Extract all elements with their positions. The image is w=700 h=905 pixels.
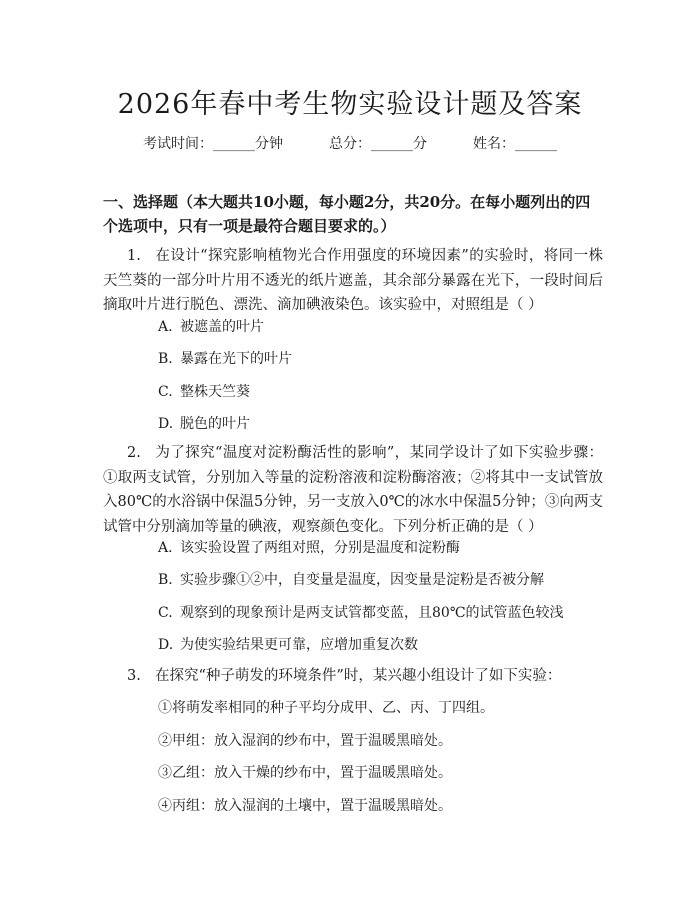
experiment-step: ③乙组：放入干燥的纱布中，置于温暖黑暗处。 xyxy=(158,765,452,781)
question-3 xyxy=(103,664,603,689)
student-name: 姓名：______ xyxy=(473,136,557,152)
page-title: 2026年春中考生物实验设计题及答案 xyxy=(117,89,583,120)
question-number: 3. xyxy=(127,668,141,684)
option-b[interactable]: B. 暴露在光下的叶片 xyxy=(158,351,292,367)
section-heading: 一、选择题（本大题共10小题，每小题2分，共20分。在每小题列出的四个选项中，只有一项是最符合题目要求的。） xyxy=(103,193,591,235)
option-a[interactable]: A. 该实验设置了两组对照，分别是温度和淀粉酶 xyxy=(158,540,460,556)
question-number: 1. xyxy=(127,248,141,264)
question-stem: 为了探究“温度对淀粉酶活性的影响”，某同学设计了如下实验步骤：①取两支试管，分别加入等量的淀粉溶液和淀粉酶溶液；②将其中一支试管放入80℃的水浴锅中保温5分钟，另一支放入0℃的冰水中保温5分钟；③向两支试管中分别滴加等量的碘液，观察颜色变化。下列分析正确的是（ ） xyxy=(103,445,603,535)
option-c[interactable]: C. 观察到的现象预计是两支试管都变蓝，且80℃的试管蓝色较浅 xyxy=(158,605,564,621)
total-score: 总分：______分 xyxy=(329,136,427,152)
question-stem: 在探究“种子萌发的环境条件”时，某兴趣小组设计了如下实验： xyxy=(155,668,562,684)
option-c[interactable]: C. 整株天竺葵 xyxy=(158,384,250,400)
question-2 xyxy=(103,441,603,539)
option-a[interactable]: A. 被遮盖的叶片 xyxy=(158,319,264,335)
exam-meta xyxy=(0,133,700,153)
question-1 xyxy=(103,244,603,318)
option-b[interactable]: B. 实验步骤①②中，自变量是温度，因变量是淀粉是否被分解 xyxy=(158,572,544,588)
option-d[interactable]: D. 脱色的叶片 xyxy=(158,416,250,432)
exam-time: 考试时间：______分钟 xyxy=(143,136,283,152)
experiment-step: ②甲组：放入湿润的纱布中，置于温暖黑暗处。 xyxy=(158,733,452,749)
experiment-step: ①将萌发率相同的种子平均分成甲、乙、丙、丁四组。 xyxy=(158,700,494,716)
experiment-step: ④丙组：放入湿润的土壤中，置于温暖黑暗处。 xyxy=(158,798,452,814)
option-d[interactable]: D. 为使实验结果更可靠，应增加重复次数 xyxy=(158,637,418,653)
question-stem: 在设计“探究影响植物光合作用强度的环境因素”的实验时，将同一株天竺葵的一部分叶片用不透光的纸片遮盖，其余部分暴露在光下，一段时间后摘取叶片进行脱色、漂洗、滴加碘液染色。该实验中，对照组是（ ） xyxy=(103,248,603,313)
question-number: 2. xyxy=(127,445,141,461)
